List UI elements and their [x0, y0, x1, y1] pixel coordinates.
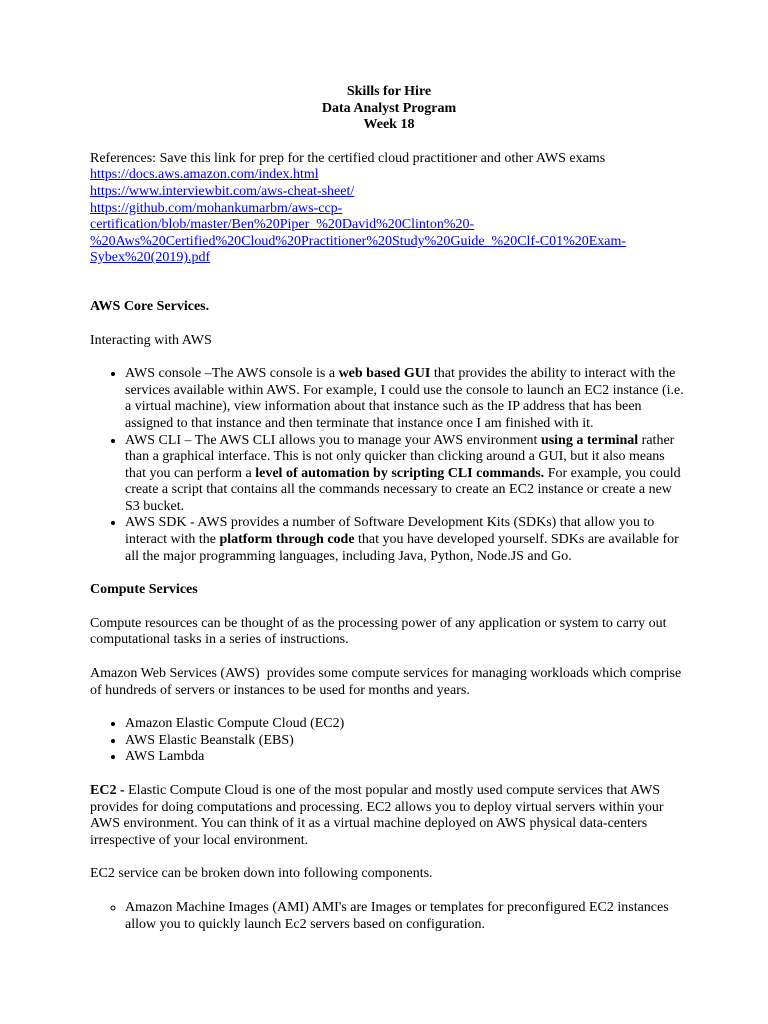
interviewbit-cheatsheet-link[interactable]	[90, 184, 688, 201]
compute-services-heading: Compute Services	[90, 582, 198, 598]
text-run: that provides the ability to interact with the services available within AWS. For example, I could use the console to launch an EC2 instance (i.e. a virtual machine), view information about that instance such as the IP address that has been assigned to that instance and then terminate that instance once I am finished with it.	[125, 366, 684, 431]
list-item	[125, 716, 688, 733]
title-line-program: Skills for Hire	[346, 84, 432, 99]
link-line[interactable]: %20Aws%20Certified%20Cloud%20Practitioner%20Study%20Guide_%20Clf-C01%20Exam-	[90, 233, 627, 249]
aws-compute-overview-paragraph	[90, 666, 688, 699]
text-run: AWS SDK - AWS provides a number of Software Development Kits (SDKs) that allow you to interact with the	[125, 515, 655, 548]
document-sections	[90, 299, 688, 933]
list-item	[125, 749, 688, 766]
text-run: rather than a graphical interface. This is not only quicker than clicking around a GUI, but it also means that you can perform a	[125, 432, 675, 481]
title-line-course: Data Analyst Program	[321, 100, 457, 116]
text-run: AWS Elastic Beanstalk (EBS)	[125, 732, 294, 748]
list-item	[125, 733, 688, 750]
list-item	[125, 366, 688, 432]
bold-text-run: EC2 -	[90, 783, 129, 798]
compute-resources-paragraph	[90, 616, 688, 649]
ec2-components-list	[90, 900, 688, 933]
link-line[interactable]: certification/blob/master/Ben%20Piper_%20David%20Clinton%20-	[90, 217, 475, 233]
link-line[interactable]: https://docs.aws.amazon.com/index.html	[90, 167, 319, 183]
text-run: Amazon Web Services (AWS) provides some compute services for managing workloads which comprise of hundreds of servers or instances to be used for months and years.	[90, 666, 682, 698]
list-item	[125, 515, 688, 565]
text-run: EC2 service can be broken down into following components.	[90, 866, 433, 882]
text-run: AWS console –The AWS console is a	[125, 366, 339, 382]
aws-core-services-heading: AWS Core Services.	[90, 298, 210, 314]
list-item	[125, 900, 688, 933]
text-run: Compute resources can be thought of as the processing power of any application or system to carry out computational tasks in a series of instructions.	[90, 615, 667, 648]
list-item	[125, 433, 688, 516]
aws-interaction-list	[90, 366, 688, 565]
bold-text-run: level of automation by scripting CLI commands.	[255, 465, 545, 481]
interacting-with-aws-subheading	[90, 333, 688, 350]
references-intro: References: Save this link for prep for the certified cloud practitioner and other AWS exams	[90, 150, 606, 166]
title-line-week: Week 18	[363, 117, 415, 133]
bold-text-run: using a terminal	[540, 432, 639, 448]
text-run: Interacting with AWS	[90, 332, 212, 348]
text-run: For example, you could create a script that contains all the commands necessary to create an EC2 instance or create a new S3 bucket.	[125, 465, 681, 514]
github-ccp-study-guide-link[interactable]	[90, 201, 688, 267]
text-run: AWS CLI – The AWS CLI allows you to manage your AWS environment	[125, 432, 541, 448]
bold-text-run: platform through code	[219, 532, 355, 548]
text-run: AWS Lambda	[125, 749, 205, 765]
compute-services-list	[90, 716, 688, 766]
text-run: that you have developed yourself. SDKs are available for all the major programming languages, including Java, Python, Node.JS and Go.	[125, 532, 679, 564]
text-run: Elastic Compute Cloud is one of the most popular and mostly used compute services that AWS provides for doing computations and processing. EC2 allows you to deploy virtual servers within your AWS environment. You can think of it as a virtual machine deployed on AWS physical data-centers irrespective of your local environment.	[90, 783, 664, 848]
link-line[interactable]: https://github.com/mohankumarbm/aws-ccp-	[90, 200, 343, 216]
link-line[interactable]: Sybex%20(2019).pdf	[90, 250, 211, 266]
ec2-components-intro-paragraph	[90, 866, 688, 883]
aws-docs-link[interactable]	[90, 167, 688, 184]
ec2-description-paragraph	[90, 783, 688, 849]
bold-text-run: web based GUI	[338, 366, 431, 382]
text-run: Amazon Elastic Compute Cloud (EC2)	[125, 716, 345, 732]
link-line[interactable]: https://www.interviewbit.com/aws-cheat-sheet/	[90, 183, 355, 199]
references-block	[90, 151, 688, 267]
reference-links	[90, 167, 688, 267]
document-title	[90, 84, 688, 134]
text-run: Amazon Machine Images (AMI) AMI's are Images or templates for preconfigured EC2 instances allow you to quickly launch Ec2 servers based on configuration.	[125, 899, 669, 932]
